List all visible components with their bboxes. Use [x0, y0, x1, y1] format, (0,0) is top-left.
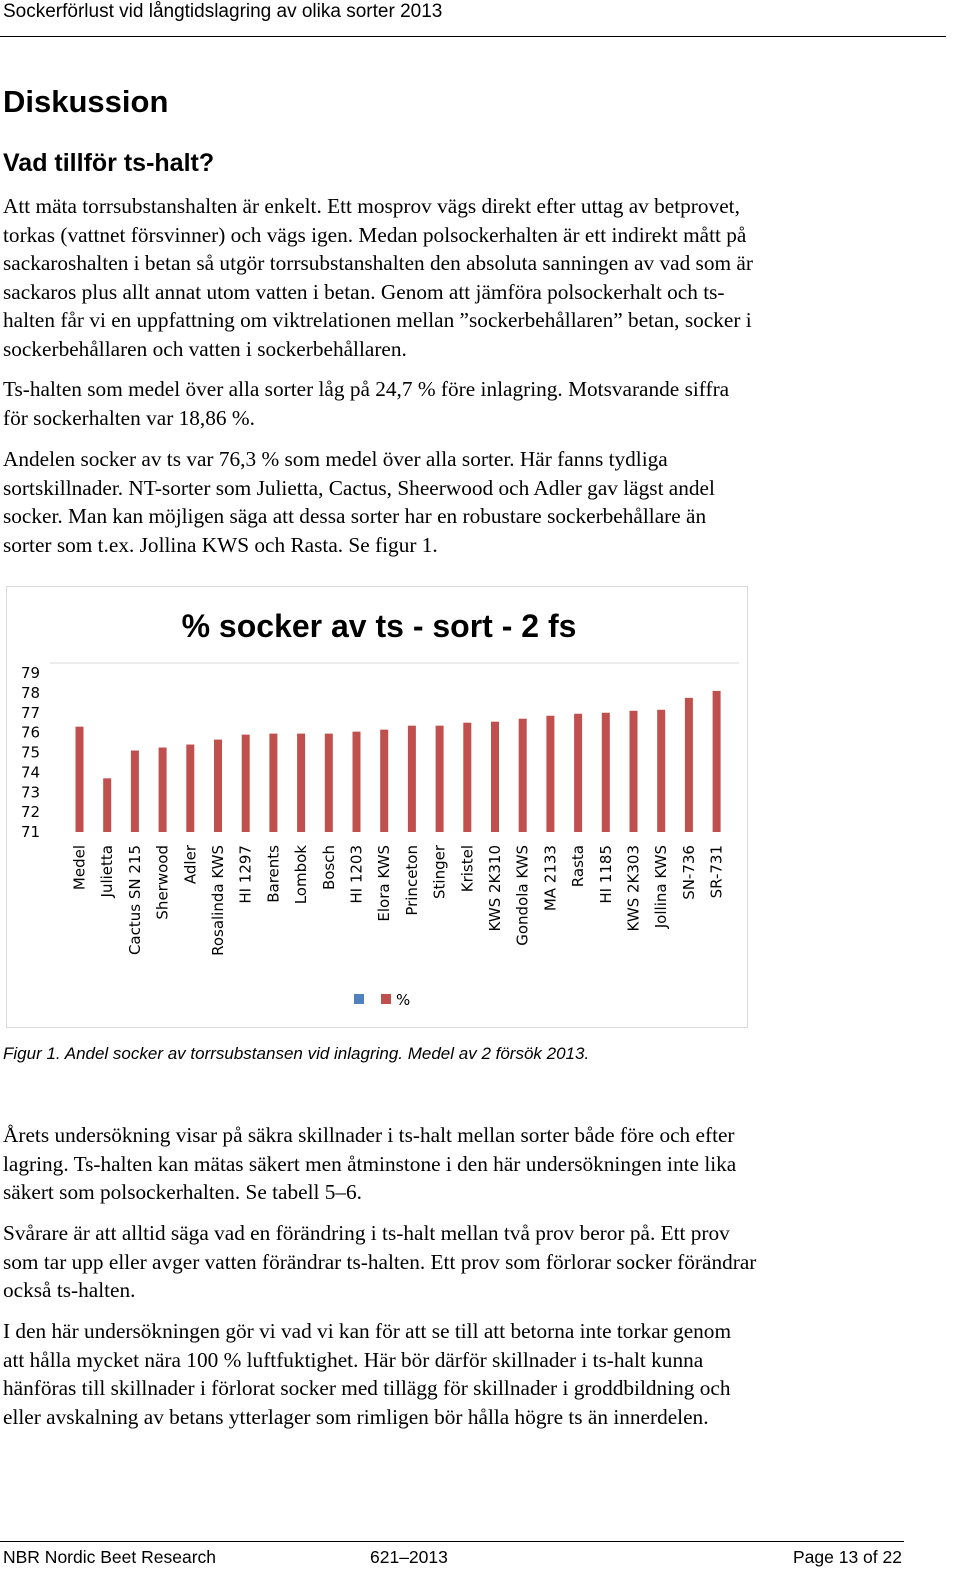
- text-line: Svårare är att alltid säga vad en förändring i ts-halt mellan två prov beror på. Ett prov: [3, 1221, 730, 1245]
- x-tick-label: Cactus SN 215: [125, 845, 144, 956]
- y-tick-label: 76: [21, 723, 41, 742]
- x-tick-label: Bosch: [319, 845, 338, 891]
- chart-legend: [354, 991, 410, 1009]
- bar: [325, 734, 333, 832]
- chart-title: % socker av ts - sort - 2 fs: [181, 608, 577, 644]
- y-tick-label: 73: [21, 783, 41, 802]
- x-tick-label: KWS 2K303: [624, 845, 643, 932]
- y-tick-label: 78: [21, 683, 41, 702]
- bar: [519, 719, 527, 832]
- x-tick-label: Julietta: [98, 845, 117, 898]
- x-tick-label: Princeton: [402, 845, 421, 916]
- y-tick-label: 75: [21, 743, 41, 762]
- section-heading: Diskussion: [3, 84, 169, 119]
- legend-label: %: [396, 991, 411, 1009]
- outro-paragraph-1: [3, 1121, 903, 1207]
- text-line: Årets undersökning visar på säkra skillnader i ts-halt mellan sorter både före och efter: [3, 1123, 735, 1147]
- legend-marker: [354, 994, 364, 1004]
- x-axis-labels: [71, 844, 726, 956]
- y-tick-label: 74: [21, 763, 41, 782]
- text-line: Andelen socker av ts var 76,3 % som medel över alla sorter. Här fanns tydliga: [3, 447, 668, 471]
- text-line: sorter som t.ex. Jollina KWS och Rasta. Se figur 1.: [3, 532, 438, 557]
- text-line: som tar upp eller avger vatten förändrar ts-halten. Ett prov som förlorar socker förändrar: [3, 1249, 757, 1274]
- bar: [546, 716, 554, 832]
- text-line: lagring. Ts-halten kan mätas säkert men åtminstone i den här undersökningen inte lika: [3, 1151, 737, 1176]
- footer-report-number: 621–2013: [370, 1547, 448, 1567]
- text-line: halten får vi en uppfattning om viktrelationen mellan ”sockerbehållaren” betan, socker i: [3, 308, 752, 333]
- bar: [159, 748, 167, 832]
- intro-paragraph-3: [3, 445, 903, 559]
- bar: [408, 726, 416, 832]
- text-line: för sockerhalten var 18,86 %.: [3, 405, 255, 430]
- bars-group: [76, 691, 721, 832]
- text-line: I den här undersökningen gör vi vad vi kan för att se till att betorna inte torkar genom: [3, 1319, 732, 1343]
- bar: [353, 732, 361, 832]
- x-tick-label: Gondola KWS: [513, 845, 532, 946]
- intro-paragraph-2: [3, 375, 903, 432]
- footer-organization: NBR Nordic Beet Research: [3, 1547, 216, 1567]
- x-tick-label: Barents: [264, 845, 283, 903]
- text-line: att hålla mycket nära 100 % luftfuktighet. Här bör därför skillnader i ts-halt kunna: [3, 1347, 704, 1372]
- bar: [602, 713, 610, 832]
- outro-paragraph-2: [3, 1219, 903, 1305]
- x-tick-label: Sherwood: [153, 845, 172, 920]
- footer-page-number: Page 13 of 22: [793, 1547, 902, 1567]
- bar-chart: [7, 587, 749, 1029]
- legend-marker: [381, 994, 391, 1004]
- x-tick-label: HI 1203: [347, 845, 366, 904]
- x-tick-label: HI 1185: [596, 845, 615, 904]
- bar: [685, 698, 693, 832]
- x-tick-label: Rasta: [569, 845, 588, 888]
- running-header: Sockerförlust vid långtidslagring av olika sorter 2013: [3, 1, 443, 22]
- bar: [297, 734, 305, 832]
- intro-paragraph-1: [3, 192, 903, 364]
- text-line: socker. Man kan möjligen säga att dessa sorter har en robustare sockerbehållare än: [3, 504, 707, 529]
- y-tick-label: 71: [21, 823, 41, 841]
- bar: [630, 711, 638, 832]
- x-tick-label: HI 1297: [236, 845, 255, 904]
- bar: [76, 727, 84, 832]
- x-tick-label: SN-736: [679, 845, 698, 900]
- x-tick-label: MA 2133: [541, 845, 560, 912]
- figure-caption: Figur 1. Andel socker av torrsubstansen vid inlagring. Medel av 2 försök 2013.: [3, 1044, 590, 1063]
- y-tick-label: 79: [21, 664, 41, 682]
- chart-frame: [6, 586, 748, 1028]
- bar: [186, 745, 194, 832]
- x-tick-label: Adler: [181, 845, 200, 885]
- footer-rule: [0, 1541, 904, 1542]
- bar: [463, 723, 471, 832]
- x-tick-label: Lombok: [292, 845, 311, 905]
- section-subheading: Vad tillför ts-halt?: [3, 149, 215, 177]
- x-tick-label: SR-731: [707, 845, 726, 899]
- x-tick-label: Kristel: [458, 845, 477, 893]
- text-line: Att mäta torrsubstanshalten är enkelt. Ett mosprov vägs direkt efter uttag av betprovet,: [3, 194, 740, 218]
- bar: [436, 726, 444, 832]
- text-line: hänföras till skillnader i förlorat socker med tillägg för skillnader i groddbildning och: [3, 1376, 731, 1401]
- text-line: sackaros plus allt annat utom vatten i betan. Genom att jämföra polsockerhalt och ts-: [3, 279, 725, 304]
- bar: [131, 751, 139, 832]
- text-line: sortskillnader. NT-sorter som Julietta, Cactus, Sheerwood och Adler gav lägst andel: [3, 475, 715, 500]
- text-line: eller avskalning av betans ytterlager som rimligen bör hålla högre ts än innerdelen.: [3, 1404, 709, 1429]
- bar: [380, 730, 388, 832]
- x-tick-label: Elora KWS: [375, 845, 394, 922]
- text-line: sockerbehållaren och vatten i sockerbehållaren.: [3, 336, 407, 361]
- bar: [214, 740, 222, 832]
- text-line: också ts-halten.: [3, 1278, 136, 1303]
- x-tick-label: Jollina KWS: [652, 845, 671, 929]
- bar: [657, 710, 665, 832]
- outro-paragraph-3: [3, 1317, 903, 1431]
- bar: [574, 714, 582, 832]
- text-line: torkas (vattnet försvinner) och vägs igen. Medan polsockerhalten är ett indirekt mått på: [3, 222, 747, 247]
- y-axis-ticks: [21, 664, 40, 841]
- text-line: säkert som polsockerhalten. Se tabell 5–6.: [3, 1180, 363, 1205]
- y-tick-label: 77: [21, 703, 41, 722]
- bar: [242, 735, 250, 832]
- text-line: Ts-halten som medel över alla sorter låg på 24,7 % före inlagring. Motsvarande siffra: [3, 377, 730, 401]
- header-rule: [0, 36, 946, 37]
- x-tick-label: Stinger: [430, 845, 449, 899]
- bar: [269, 734, 277, 832]
- bar: [491, 722, 499, 832]
- x-tick-label: Medel: [70, 845, 89, 891]
- text-line: sackaroshalten i betan så utgör torrsubstanshalten den absoluta sanningen av vad som är: [3, 251, 753, 276]
- bar: [103, 778, 111, 832]
- bar: [713, 691, 721, 832]
- y-tick-label: 72: [21, 803, 41, 822]
- x-tick-label: Rosalinda KWS: [209, 845, 227, 956]
- x-tick-label: KWS 2K310: [486, 845, 504, 932]
